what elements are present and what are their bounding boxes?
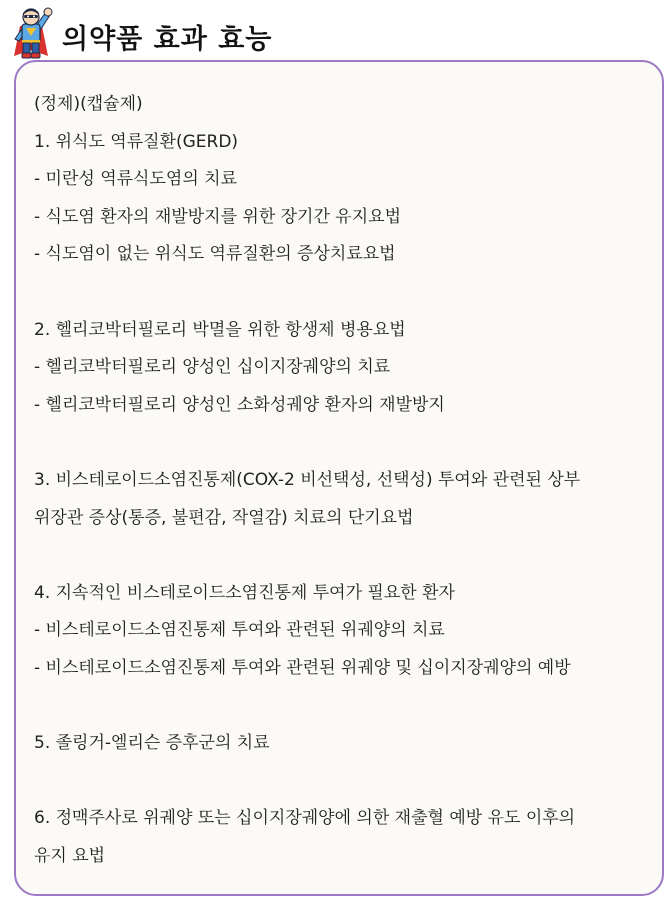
content-line: 4. 지속적인 비스테로이드소염진통제 투여가 필요한 환자 — [34, 582, 455, 603]
blank-line — [34, 688, 649, 726]
content-line: - 미란성 역류식도염의 치료 — [34, 169, 237, 190]
content-line: 2. 헬리코박터필로리 박멸을 위한 항생제 병용요법 — [34, 319, 406, 340]
content-line: 5. 졸링거-엘리슨 증후군의 치료 — [34, 733, 270, 754]
content-line: - 비스테로이드소염진통제 투여와 관련된 위궤양 및 십이지장궤양의 예방 — [34, 657, 571, 678]
superhero-mascot-icon — [6, 6, 56, 60]
content-line: - 비스테로이드소염진통제 투여와 관련된 위궤양의 치료 — [34, 620, 445, 641]
content-line: - 식도염 환자의 재발방지를 위한 장기간 유지요법 — [34, 206, 401, 227]
efficacy-panel — [14, 60, 664, 896]
blank-line — [34, 424, 649, 462]
efficacy-content — [34, 86, 649, 875]
page-title: 의약품 효과 효능 — [62, 23, 273, 55]
blank-line — [34, 274, 649, 312]
header — [6, 4, 272, 62]
content-line: 3. 비스테로이드소염진통제(COX-2 비선택성, 선택성) 투여와 관련된 상부 — [34, 469, 581, 490]
content-line: 유지 요법 — [34, 845, 106, 866]
content-line: - 헬리코박터필로리 양성인 십이지장궤양의 치료 — [34, 357, 391, 378]
content-line: - 식도염이 없는 위식도 역류질환의 증상치료요법 — [34, 244, 396, 265]
content-line: 위장관 증상(통증, 불편감, 작열감) 치료의 단기요법 — [34, 507, 414, 528]
content-line: - 헬리코박터필로리 양성인 소화성궤양 환자의 재발방지 — [34, 394, 445, 415]
content-line: 6. 정맥주사로 위궤양 또는 십이지장궤양에 의한 재출혈 예방 유도 이후의 — [34, 808, 576, 829]
content-line: 1. 위식도 역류질환(GERD) — [34, 131, 239, 152]
content-line: (정제)(캡슐제) — [34, 94, 143, 114]
blank-line — [34, 763, 649, 801]
blank-line — [34, 537, 649, 575]
